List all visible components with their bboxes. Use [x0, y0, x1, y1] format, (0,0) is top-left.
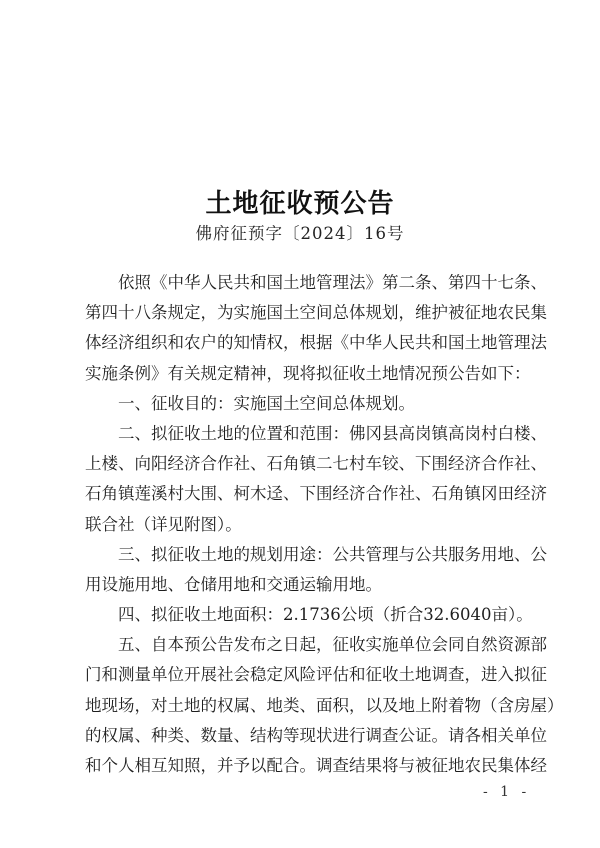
page-number: - 1 -: [483, 784, 531, 800]
body-line: 用设施用地、仓储用地和交通运输用地。: [85, 574, 382, 594]
body-line: 依照《中华人民共和国土地管理法》第二条、第四十七条、: [118, 273, 547, 292]
body-line: 和个人相互知照，并予以配合。调查结果将与被征地农民集体经: [85, 756, 547, 775]
section-location: 二、拟征收土地的位置和范围：佛冈县高岗镇高岗村白楼、: [118, 423, 547, 443]
body-line: 门和测量单位开展社会稳定风险评估和征收土地调查，进入拟征: [85, 665, 547, 685]
body-line: 地现场，对土地的权属、地类、面积，以及地上附着物（含房屋）: [85, 695, 564, 715]
section-area: 四、拟征收土地面积：2.1736公顷（折合32.6040亩）。: [118, 605, 533, 625]
section-planned-use: 三、拟征收土地的规划用途：公共管理与公共服务用地、公: [118, 544, 547, 564]
body-line: 实施条例》有关规定精神，现将拟征收土地情况预公告如下：: [85, 363, 531, 383]
body-line: 上楼、向阳经济合作社、石角镇二七村车铰、下围经济合作社、: [85, 454, 547, 474]
body-line: 第四十八条规定，为实施国土空间总体规划，维护被征地农民集: [85, 303, 547, 323]
section-purpose: 一、征收目的：实施国土空间总体规划。: [118, 393, 415, 413]
document-title: 土地征收预公告: [205, 189, 395, 219]
body-line: 联合社（详见附图）。: [85, 514, 242, 534]
body-line: 的权属、种类、数量、结构等现状进行调查公证。请各相关单位: [85, 725, 547, 745]
body-line: 体经济组织和农户的知情权，根据《中华人民共和国土地管理法: [85, 333, 547, 353]
section-survey: 五、自本预公告发布之日起，征收实施单位会同自然资源部: [118, 635, 547, 655]
document-number: 佛府征预字〔2024〕16号: [195, 224, 405, 243]
body-line: 石角镇莲溪村大围、柯木迳、下围经济合作社、石角镇冈田经济: [85, 484, 547, 504]
document-body: [85, 268, 564, 781]
